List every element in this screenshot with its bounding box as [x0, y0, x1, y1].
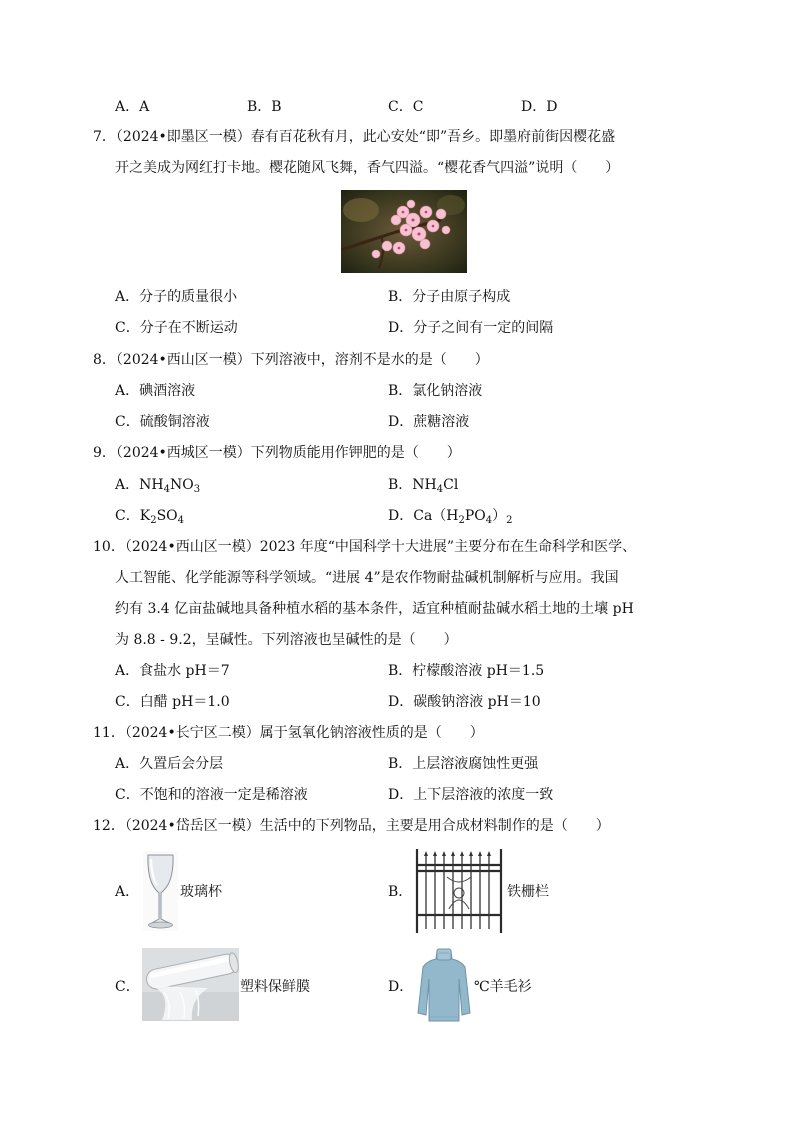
q12-option-c-label: 塑料保鲜膜	[240, 979, 310, 995]
q12-option-b-letter: B．	[388, 884, 413, 900]
plastic-wrap-image	[142, 948, 239, 1021]
q12-option-d-label: ℃羊毛衫	[474, 979, 532, 995]
q8-option-c: C．硫酸铜溶液	[115, 414, 210, 430]
q12-stem: 12．（2024•岱岳区一模）生活中的下列物品，主要是用合成材料制作的是（ ）	[93, 818, 610, 834]
q10-stem-line4: 为 8.8 - 9.2，呈碱性。下列溶液也呈碱性的是（ ）	[115, 632, 458, 648]
option-c: C．C	[388, 99, 424, 115]
q11-option-a: A．久置后会分层	[115, 756, 224, 772]
q12-option-d-letter: D．	[388, 979, 414, 995]
q10-stem-line1: 10．（2024•西山区一模）2023 年度“中国科学十大进展”主要分布在生命科学和医学、	[93, 539, 637, 555]
option-d: D．D	[521, 99, 558, 115]
q12-option-a-label: 玻璃杯	[180, 884, 222, 900]
q7-option-d: D．分子之间有一定的间隔	[388, 320, 554, 336]
q7-option-c: C．分子在不断运动	[115, 320, 238, 336]
q11-stem: 11．（2024•长宁区二模）属于氢氧化钠溶液性质的是（ ）	[93, 725, 484, 741]
q9-stem: 9．（2024•西城区一模）下列物质能用作钾肥的是（ ）	[93, 445, 461, 461]
q10-option-c: C．白醋 pH＝1.0	[115, 694, 230, 710]
q10-stem-line2: 人工智能、化学能源等科学领域。“进展 4”是农作物耐盐碱机制解析与应用。我国	[115, 570, 619, 586]
q12-option-b-label: 铁栅栏	[507, 884, 549, 900]
cherry-blossom-image	[341, 190, 467, 273]
option-a: A．A	[115, 99, 150, 115]
q9-option-c: C．$K_2SO_4$	[115, 508, 185, 526]
q8-option-d: D．蔗糖溶液	[388, 414, 470, 430]
sweater-image	[417, 947, 471, 1023]
q8-option-b: B．氯化钠溶液	[388, 383, 483, 399]
iron-fence-image	[413, 847, 505, 935]
q10-stem-line3: 约有 3.4 亿亩盐碱地具备种植水稻的基本条件，适宜种植耐盐碱水稻土地的土壤 pH	[115, 601, 634, 617]
q10-option-a: A．食盐水 pH＝7	[115, 663, 230, 679]
q8-option-a: A．碘酒溶液	[115, 383, 196, 399]
q8-stem: 8．（2024•西山区一模）下列溶液中，溶剂不是水的是（ ）	[93, 352, 489, 368]
q11-option-c: C．不饱和的溶液一定是稀溶液	[115, 787, 308, 803]
q7-stem-line1: 7．（2024•即墨区一模）春有百花秋有月，此心安处“即”吾乡。即墨府前街因樱花盛	[93, 129, 616, 145]
q9-option-b: B．$NH_4Cl$	[388, 477, 459, 495]
q12-option-a-letter: A．	[115, 884, 140, 900]
q9-option-d: D．$Ca(H_2PO_4)_2$	[388, 508, 513, 526]
q11-option-d: D．上下层溶液的浓度一致	[388, 787, 554, 803]
q11-option-b: B．上层溶液腐蚀性更强	[388, 756, 539, 772]
q10-option-d: D．碳酸钠溶液 pH＝10	[388, 694, 541, 710]
q7-stem-line2: 开之美成为网红打卡地。樱花随风飞舞，香气四溢。“樱花香气四溢”说明（ ）	[115, 160, 620, 176]
q9-option-a: A．$NH_4NO_3$	[115, 477, 201, 495]
q7-option-a: A．分子的质量很小	[115, 289, 238, 305]
q10-option-b: B．柠檬酸溶液 pH＝1.5	[388, 663, 545, 679]
q7-option-b: B．分子由原子构成	[388, 289, 511, 305]
wine-glass-image	[143, 851, 178, 931]
option-b: B．B	[247, 99, 282, 115]
q12-option-c-letter: C．	[115, 979, 140, 995]
